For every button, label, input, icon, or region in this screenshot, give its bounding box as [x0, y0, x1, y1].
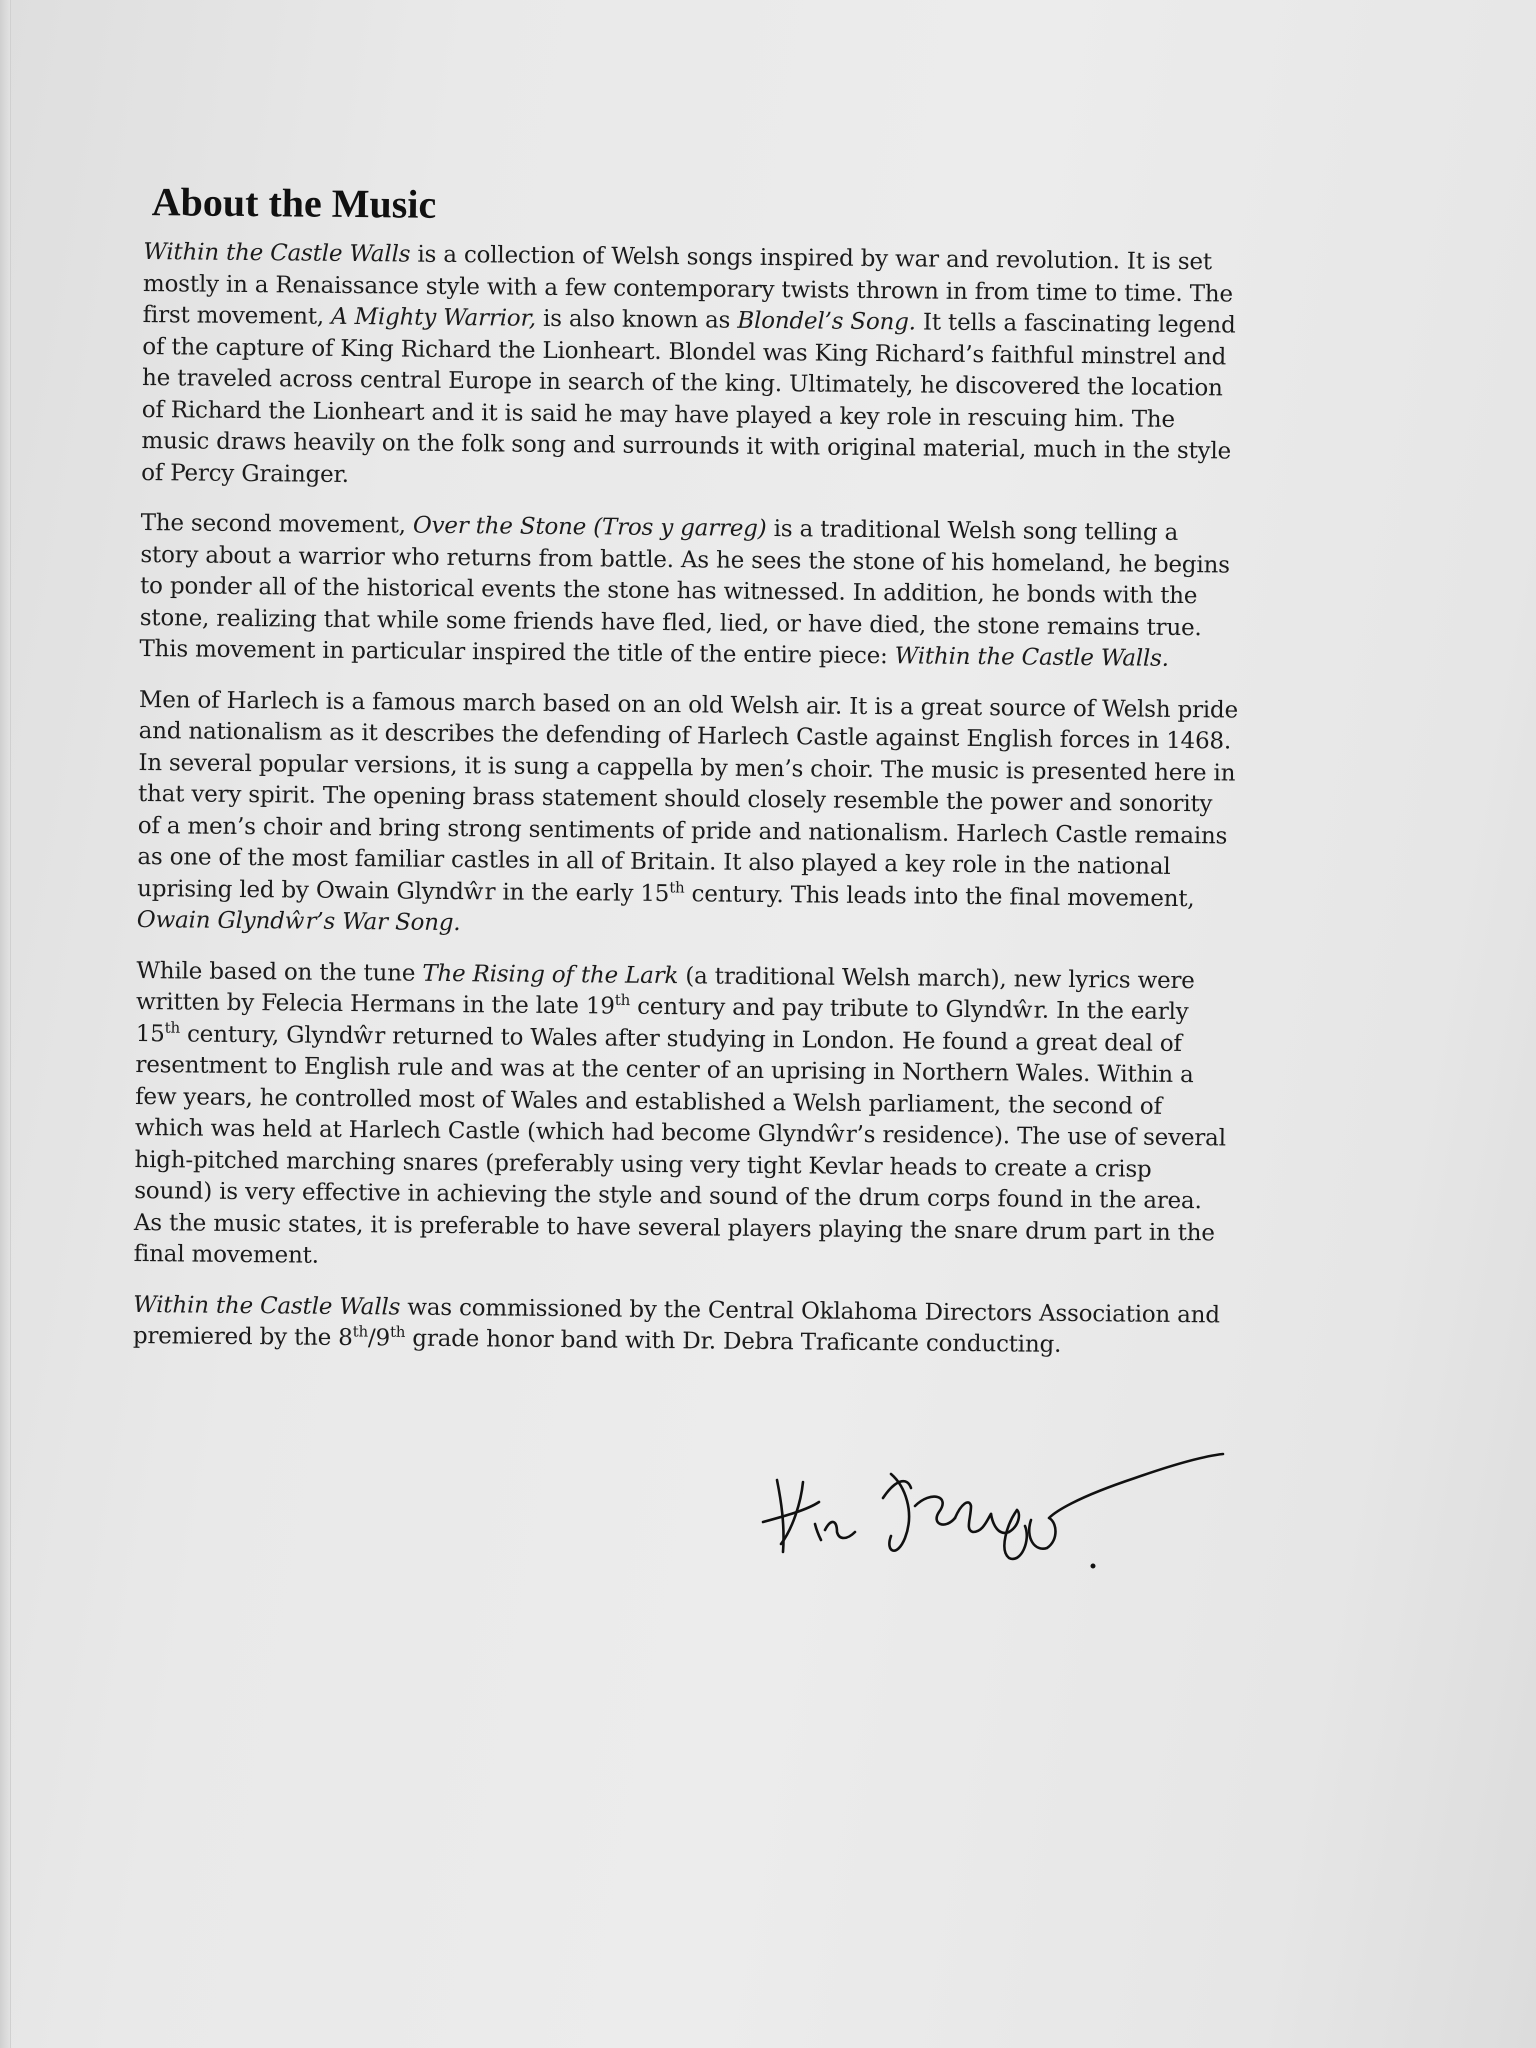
text-run: grade honor band with Dr. Debra Traficante conducting.	[405, 1325, 1062, 1358]
italic-title: The Rising of the Lark	[422, 960, 679, 989]
text-run: century and pay tribute to Glyndŵr. In the early 15	[135, 993, 1189, 1047]
text-run: /9	[367, 1325, 391, 1352]
text-run: is also known as	[535, 305, 738, 334]
text-run: Men of Harlech is a famous march based on an old Welsh air. It is a great source of Welsh pride and nationalism as it describes the defending of Harlech Castle against English forces in 1468. In several popular versions, it is sung a cappella by men’s choir. The music is presented here in that very spirit. The opening brass statement should closely resemble the power and sonority of a men’s choir and bring strong sentiments of pride and nationalism. Harlech Castle remains as one of the most familiar castles in all of Britain. It also played a key role in the national uprising led by Owain Glyndŵr in the early 15	[137, 686, 1239, 907]
ordinal-suffix: th	[352, 1322, 369, 1341]
italic-title: A Mighty Warrior,	[330, 303, 537, 332]
italic-title: Over the Stone (Tros y garreg)	[412, 512, 767, 542]
italic-title: Within the Castle Walls.	[894, 643, 1169, 672]
ordinal-suffix: th	[614, 990, 631, 1010]
italic-title: Owain Glyndŵr’s War Song.	[136, 906, 461, 937]
text-run: is a collection of Welsh songs inspired by war and revolution. It is set mostly in a Renaissance style with a few contemporary twists thrown in from time to time. The first movement,	[142, 241, 1233, 330]
text-run: century. This leads into the final movement,	[684, 880, 1195, 912]
text-run: It tells a fascinating legend of the capture of King Richard the Lionheart. Blondel was King Richard’s faithful minstrel and he traveled across central Europe in search of the king. Ultimately, he discovered the location of Richard the Lionheart and it is said he may have played a key role in rescuing him. The music draws heavily on the folk song and surrounds it with original material, much in the style of Percy Grainger.	[141, 309, 1236, 488]
paragraph	[134, 955, 1237, 1281]
text-run: While based on the tune	[136, 957, 423, 987]
text-run: century, Glyndŵr returned to Wales after studying in London. He found a great deal of resentment to English rule and was at the center of an uprising in Northern Wales. Within a few years, he controlled most of Wales and established a Welsh parliament, the second of which was held at Harlech Castle (which had become Glyndŵr’s residence). The use of several high-pitched marching snares (preferably using very tight Kevlar heads to create a crisp sound) is very effective in achieving the style and sound of the drum corps found in the area. As the music states, it is preferable to have several players playing the snare drum part in the final movement.	[133, 1020, 1226, 1269]
italic-title: Blondel’s Song.	[737, 307, 916, 336]
page-title: About the Music	[151, 179, 437, 227]
text-run: was commissioned by the Central Oklahoma Directors Association and premiered by the 8	[132, 1294, 1220, 1352]
text-run: (a traditional Welsh march), new lyrics were written by Felecia Hermans in the late 19	[135, 962, 1195, 1020]
paragraph	[137, 684, 1239, 947]
binding-edge	[0, 0, 11, 2048]
ordinal-suffix: th	[389, 1322, 406, 1341]
ordinal-suffix: th	[164, 1018, 181, 1037]
text-run: The second movement,	[140, 509, 414, 539]
italic-title: Within the Castle Walls	[143, 238, 411, 268]
italic-title: Within the Castle Walls	[133, 1291, 401, 1321]
paragraph	[139, 508, 1240, 676]
paragraph	[133, 1289, 1234, 1363]
ordinal-suffix: th	[669, 877, 685, 897]
article	[133, 178, 1244, 1382]
composer-signature	[755, 1440, 1235, 1580]
paragraph	[141, 237, 1243, 500]
text-run: is a traditional Welsh song telling a story about a warrior who returns from battle. As he sees the stone of his homeland, he begins to ponder all of the historical events the stone has witnessed. In addition, he bonds with the stone, realizing that while some friends have fled, lied, or have died, the stone remains true. This movement in particular inspired the title of the entire piece:	[139, 515, 1230, 670]
